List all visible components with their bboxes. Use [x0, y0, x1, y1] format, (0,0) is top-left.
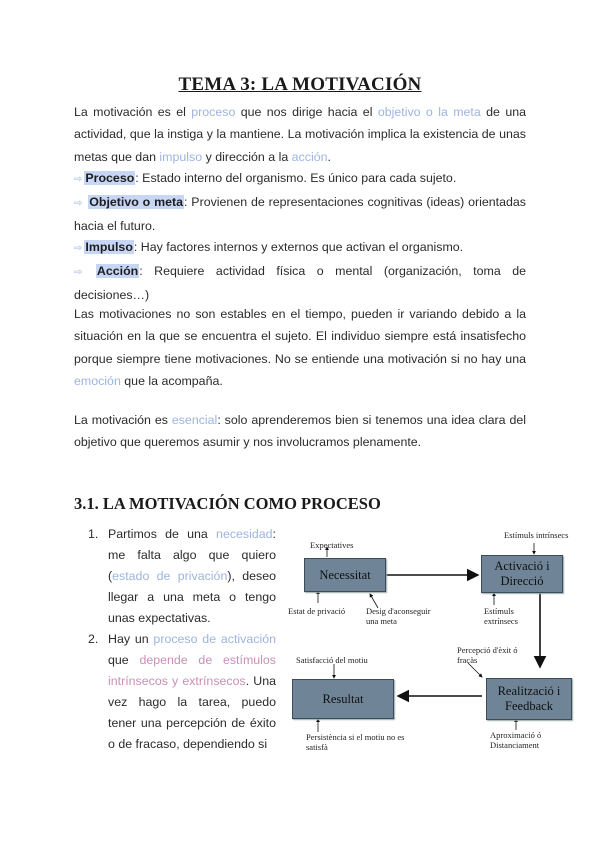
highlight-impulso: impulso — [159, 149, 203, 164]
box-realitzacio: Realització i Feedback — [486, 678, 572, 720]
highlight-proceso: proceso — [191, 105, 236, 119]
bullet-proceso: ⇨ Proceso: Estado interno del organismo. Es único para cada sujeto. — [74, 171, 457, 185]
arrow-bullet-icon: ⇨ — [74, 243, 83, 254]
arrow-percepcio — [468, 663, 482, 677]
box-necessitat: Necessitat — [304, 558, 386, 592]
label-estat-privacio: Estat de privació — [288, 606, 346, 616]
label-expectatives: Expectatives — [310, 540, 354, 550]
highlight-emocion: emoción — [74, 374, 121, 389]
bullet-accion: ⇨ Acción: Requiere actividad física o mental (organización, toma de decisiones…) — [74, 264, 526, 303]
bullet-impulso: ⇨ Impulso: Hay factores internos y externos que activan el organismo. — [74, 240, 464, 254]
arrow-bullet-icon: ⇨ — [74, 267, 83, 278]
label-persistencia: Persistència si el motiu no es satisfà — [306, 732, 405, 752]
paragraph-esencial: La motivación es esencial: solo aprenderemos bien si tenemos una idea clara del objetivo que queremos asumir y nos involucramos plenamente. — [74, 413, 526, 450]
page-title: TEMA 3: LA MOTIVACIÓN — [178, 74, 422, 95]
label-percepcio: Percepció d'èxit ó fracàs — [457, 645, 518, 665]
intro-paragraph: La motivación es el proceso que nos dirige hacia el objetivo o la meta de una actividad, que la instiga y la mantiene. La motivación implica la existencia de unas metas que dan impulso y dirección a la acción. — [74, 105, 526, 164]
process-list — [88, 524, 276, 755]
label-satisfaccio: Satisfacció del motiu — [296, 655, 368, 665]
label-desig: Desig d'aconseguir una meta — [366, 606, 431, 626]
paragraph-estabilidad: Las motivaciones no son estables en el tiempo, pueden ir variando debido a la situación en la que se encuentra el sujeto. El individuo siempre está insatisfecho porque siempre tiene motivaciones. No se entiende una motivación si no hay una emoción que la acompaña. — [74, 307, 526, 389]
label-aproximacio: Aproximació ó Distanciament — [490, 730, 542, 750]
list-item: 2. Hay un proceso de activación que depende de estímulos intrínsecos y extrínsecos. Una vez hago la tarea, puedo tener una percepción de éxito o de fracaso, dependiendo si — [88, 632, 276, 751]
list-item: 1. Partimos de una necesidad: me falta algo que quiero (estado de privación), deseo llegar a una meta o tengo unas expectativas. — [88, 527, 276, 625]
highlight-accion: acción — [291, 149, 328, 164]
highlight-esencial: esencial — [171, 413, 218, 427]
arrow-bullet-icon: ⇨ — [74, 198, 83, 209]
highlight-objetivo: objetivo o la meta — [377, 105, 481, 119]
label-estimuls-intrinsecs: Estímuls intrínsecs — [504, 530, 569, 540]
box-activacio: Activació i Direcció — [481, 555, 563, 593]
label-estimuls-extrinsecs: Estímuls extrínsecs — [484, 606, 518, 626]
bullet-objetivo: ⇨ Objetivo o meta: Provienen de representaciones cognitivas (ideas) orientadas hacia el futuro. — [74, 195, 526, 234]
section-title: 3.1. LA MOTIVACIÓN COMO PROCESO — [74, 494, 381, 513]
motivation-process-diagram — [282, 525, 578, 765]
box-resultat: Resultat — [292, 679, 394, 719]
arrow-bullet-icon: ⇨ — [74, 174, 83, 185]
